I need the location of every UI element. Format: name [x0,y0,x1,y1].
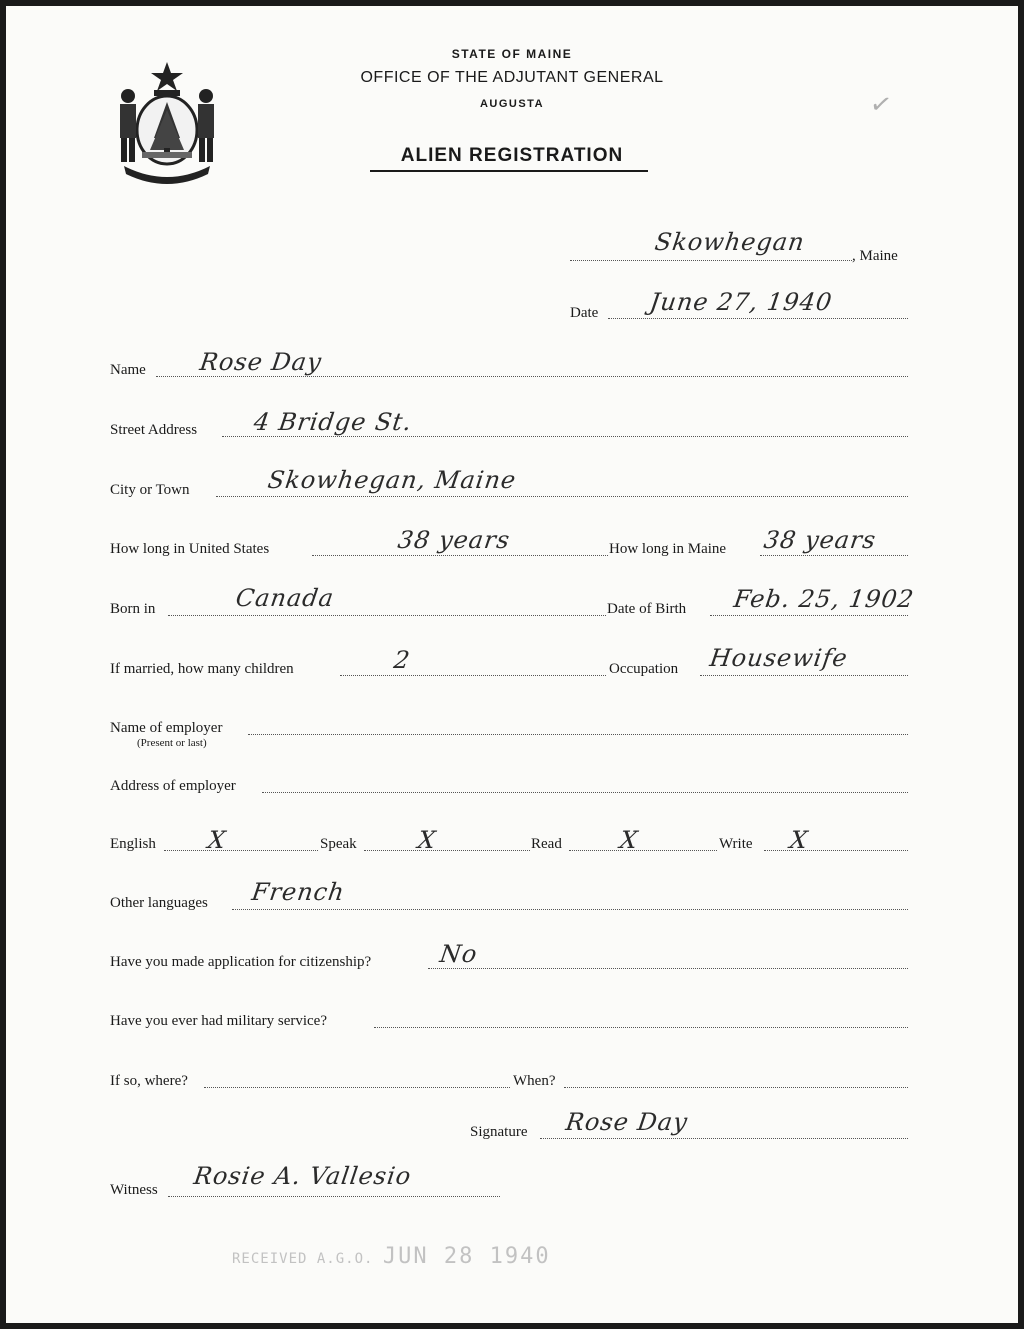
citizenship-label: Have you made application for citizenship? [110,954,372,970]
how-long-maine-label: How long in Maine [609,541,727,557]
military-label: Have you ever had military service? [110,1013,327,1029]
write-label: Write [719,836,753,852]
header-state: STATE OF MAINE [451,47,573,61]
received-stamp [232,1244,551,1269]
city-line [216,496,908,497]
citizenship-value: No [438,940,480,968]
dob-label: Date of Birth [607,601,687,617]
occupation-value: Housewife [708,644,850,672]
city-label: City or Town [110,482,190,498]
read-value: X [618,826,641,854]
stamp-date: JUN 28 1940 [382,1244,551,1269]
employer-label: Name of employer [110,720,223,736]
write-value: X [788,826,811,854]
form-title: ALIEN REGISTRATION [400,145,624,166]
how-long-us-line [312,555,608,556]
occupation-line [700,675,908,676]
english-value: X [206,826,229,854]
signature-label: Signature [470,1124,528,1140]
name-line [156,376,908,377]
town-line [570,260,852,261]
state-label: , Maine [852,248,898,264]
employer-address-label: Address of employer [110,778,236,794]
street-value: 4 Bridge St. [252,408,414,436]
header-city: AUGUSTA [479,98,545,110]
dob-line [710,615,908,616]
header-office: OFFICE OF THE ADJUTANT GENERAL [360,69,664,86]
children-value: 2 [392,646,413,674]
other-languages-value: French [250,878,347,906]
when-line [564,1087,908,1088]
street-label: Street Address [110,422,198,438]
speak-label: Speak [320,836,357,852]
where-label: If so, where? [110,1073,188,1089]
write-line [764,850,908,851]
name-label: Name [110,362,146,378]
stamp-text: RECEIVED A.G.O. [232,1251,374,1267]
speak-line [364,850,530,851]
born-label: Born in [110,601,156,617]
how-long-us-label: How long in United States [110,541,270,557]
military-line [374,1027,908,1028]
check-mark-icon: ✓ [867,88,895,122]
children-line [340,675,606,676]
date-label: Date [570,305,599,321]
read-label: Read [531,836,562,852]
city-value: Skowhegan, Maine [266,466,519,494]
born-value: Canada [234,584,337,612]
date-value: June 27, 1940 [648,288,835,316]
how-long-us-value: 38 years [396,526,512,554]
citizenship-line [428,968,908,969]
other-languages-label: Other languages [110,895,208,911]
signature-line [540,1138,908,1139]
how-long-maine-line [760,555,908,556]
born-line [168,615,606,616]
witness-label: Witness [110,1182,158,1198]
employer-sublabel: (Present or last) [137,737,207,749]
where-line [204,1087,510,1088]
occupation-label: Occupation [609,661,679,677]
children-label: If married, how many children [110,661,294,677]
employer-line [248,734,908,735]
read-line [569,850,717,851]
english-line [164,850,318,851]
witness-line [168,1196,500,1197]
when-label: When? [513,1073,556,1089]
town-value: Skowhegan [653,228,807,256]
title-underline [370,170,648,172]
english-label: English [110,836,156,852]
date-line [608,318,908,319]
witness-value: Rosie A. Vallesio [192,1162,414,1190]
speak-value: X [416,826,439,854]
name-value: Rose Day [198,348,324,376]
signature-value: Rose Day [564,1108,690,1136]
employer-address-line [262,792,908,793]
street-line [222,436,908,437]
other-languages-line [232,909,908,910]
dob-value: Feb. 25, 1902 [732,585,917,613]
how-long-maine-value: 38 years [762,526,878,554]
